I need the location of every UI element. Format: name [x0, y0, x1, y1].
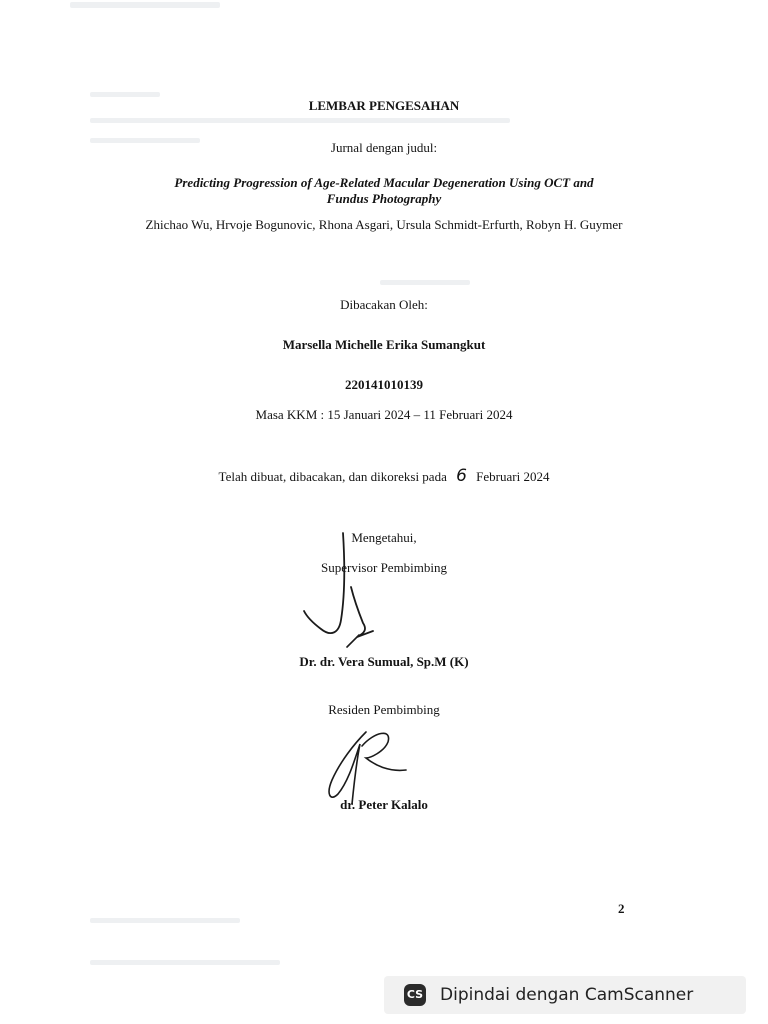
- bleed-through-mark: [90, 960, 280, 965]
- acknowledged-label: Mengetahui,: [351, 530, 417, 545]
- page-number: 2: [618, 901, 625, 916]
- bleed-through-mark: [90, 118, 510, 123]
- supervisor-signature: [295, 525, 395, 650]
- bleed-through-mark: [380, 280, 470, 285]
- journal-title-line-1: Predicting Progression of Age-Related Macular Degeneration Using OCT and: [174, 175, 594, 190]
- kkm-period: Masa KKM : 15 Januari 2024 – 11 Februari 2024: [255, 407, 513, 422]
- bleed-through-mark: [70, 2, 220, 8]
- student-id: 220141010139: [345, 377, 423, 392]
- camscanner-logo-icon: CS: [404, 984, 426, 1006]
- read-by-label: Dibacakan Oleh:: [340, 297, 428, 312]
- journal-title-line-2: Fundus Photography: [326, 191, 442, 206]
- handwritten-day: 6: [456, 466, 467, 486]
- completion-prefix: Telah dibuat, dibacakan, dan dikoreksi pada: [218, 469, 447, 484]
- supervisor-role: Supervisor Pembimbing: [320, 560, 448, 575]
- document-heading: LEMBAR PENGESAHAN: [308, 98, 460, 113]
- completion-statement: [0, 468, 768, 485]
- supervisor-name: Dr. dr. Vera Sumual, Sp.M (K): [299, 654, 469, 669]
- bleed-through-mark: [90, 918, 240, 923]
- camscanner-text: Dipindai dengan CamScanner: [440, 985, 694, 1005]
- resident-name: dr. Peter Kalalo: [340, 797, 428, 812]
- completion-month-year: Februari 2024: [476, 469, 550, 484]
- bleed-through-mark: [90, 92, 160, 97]
- resident-role: Residen Pembimbing: [328, 702, 440, 717]
- journal-intro: Jurnal dengan judul:: [330, 140, 438, 155]
- author-list: Zhichao Wu, Hrvoje Bogunovic, Rhona Asgari, Ursula Schmidt-Erfurth, Robyn H. Guymer: [145, 217, 623, 232]
- camscanner-watermark: [384, 976, 746, 1014]
- student-name: Marsella Michelle Erika Sumangkut: [282, 337, 486, 352]
